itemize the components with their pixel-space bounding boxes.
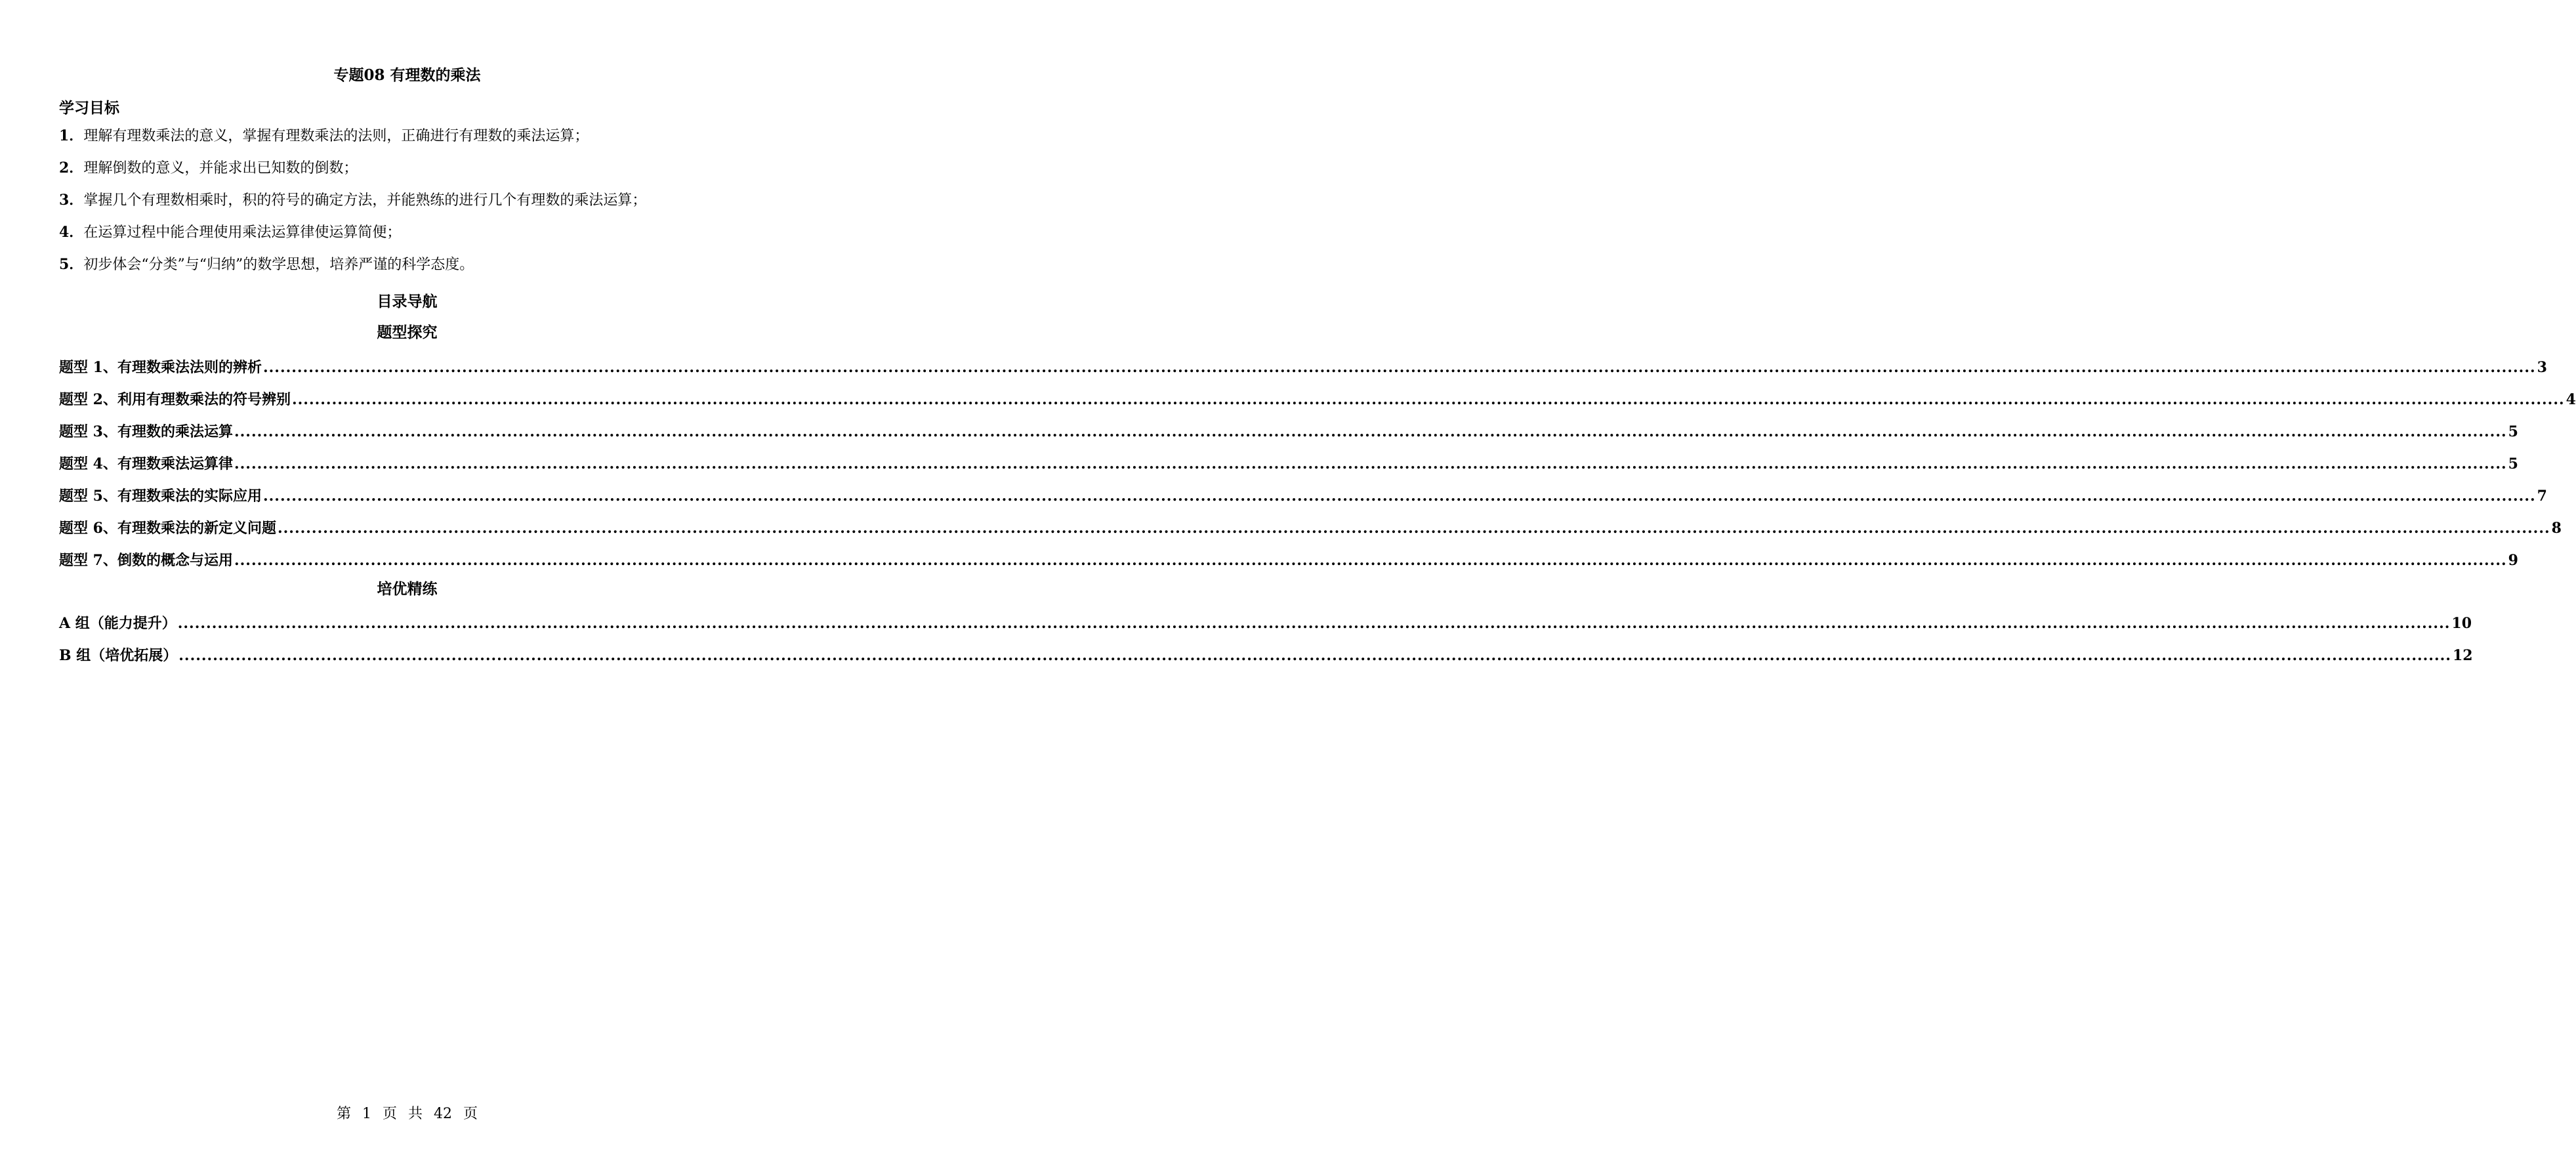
toc-entry-label: B 组（培优拓展） xyxy=(59,647,178,664)
toc-entry[interactable] xyxy=(59,635,2473,667)
toc-entry-label: 题型 4、有理数乘法运算律 xyxy=(59,455,233,472)
toc-entry-label: 题型 6、有理数乘法的新定义问题 xyxy=(59,520,276,537)
toc-leader-dots: ................................................................................................................................................................................................................................................................................................................................................................................................................ xyxy=(177,615,2451,632)
objective-text: 理解有理数乘法的意义，掌握有理数乘法的法则，正确进行有理数的乘法运算； xyxy=(83,128,589,144)
toc-heading: 目录导航 xyxy=(377,293,438,310)
toc-entry[interactable] xyxy=(59,346,2547,379)
toc-entry-label: 题型 2、利用有理数乘法的符号辨别 xyxy=(59,391,291,408)
toc-entry[interactable] xyxy=(59,475,2547,507)
toc-entry-label: 题型 5、有理数乘法的实际应用 xyxy=(59,488,262,505)
toc-leader-dots: ................................................................................................................................................................................................................................................................................................................................................................................................................ xyxy=(234,423,2507,440)
objective-item xyxy=(59,125,768,157)
toc-entry[interactable] xyxy=(59,379,2576,411)
objective-text: 初步体会“分类”与“归纳”的数学思想，培养严谨的科学态度。 xyxy=(83,257,474,273)
objective-number: 2． xyxy=(59,159,84,177)
objective-text: 理解倒数的意义，并能求出已知数的倒数； xyxy=(83,160,358,177)
toc-entry-page: 3 xyxy=(2537,359,2547,376)
toc-leader-dots: ................................................................................................................................................................................................................................................................................................................................................................................................................ xyxy=(277,520,2550,537)
objective-item xyxy=(59,253,768,285)
toc-list xyxy=(59,346,2576,572)
toc-entry-label: 题型 7、倒数的概念与运用 xyxy=(59,552,233,569)
toc-entry[interactable] xyxy=(59,602,2472,635)
toc-entry[interactable] xyxy=(59,507,2562,539)
toc-entry-page: 5 xyxy=(2508,423,2518,440)
toc-entry[interactable] xyxy=(59,411,2518,443)
toc-entry[interactable] xyxy=(59,539,2518,572)
toc-entry-page: 9 xyxy=(2508,552,2518,569)
page-footer: 第 1 页 共 42 页 xyxy=(337,1106,478,1122)
objective-text: 掌握几个有理数相乘时，积的符号的确定方法，并能熟练的进行几个有理数的乘法运算； xyxy=(83,192,647,209)
objective-item xyxy=(59,157,768,189)
objective-number: 1． xyxy=(59,127,84,144)
toc-section-heading: 培优精练 xyxy=(377,580,438,598)
toc-leader-dots: ................................................................................................................................................................................................................................................................................................................................................................................................................ xyxy=(234,552,2507,569)
toc-list xyxy=(59,602,2473,667)
toc-entry-label: 题型 3、有理数的乘法运算 xyxy=(59,423,233,440)
toc-entry-page: 7 xyxy=(2537,488,2547,505)
toc-leader-dots: ................................................................................................................................................................................................................................................................................................................................................................................................................ xyxy=(178,647,2451,664)
toc-leader-dots: ................................................................................................................................................................................................................................................................................................................................................................................................................ xyxy=(291,391,2565,408)
toc-entry[interactable] xyxy=(59,443,2518,475)
objective-number: 5． xyxy=(59,256,84,273)
toc-leader-dots: ................................................................................................................................................................................................................................................................................................................................................................................................................ xyxy=(262,359,2536,376)
objective-number: 4． xyxy=(59,224,84,241)
toc-entry-page: 5 xyxy=(2508,455,2518,472)
toc-section-heading: 题型探究 xyxy=(377,324,438,341)
toc-entry-page: 12 xyxy=(2452,647,2473,664)
objective-text: 在运算过程中能合理使用乘法运算律使运算简便； xyxy=(83,224,402,241)
toc-leader-dots: ................................................................................................................................................................................................................................................................................................................................................................................................................ xyxy=(262,488,2536,505)
toc-entry-label: A 组（能力提升） xyxy=(59,615,177,632)
toc-entry-page: 8 xyxy=(2551,520,2562,537)
objective-number: 3． xyxy=(59,192,84,209)
page-title: 专题08 有理数的乘法 xyxy=(333,66,481,84)
objectives-heading: 学习目标 xyxy=(59,99,119,117)
toc-leader-dots: ................................................................................................................................................................................................................................................................................................................................................................................................................ xyxy=(234,455,2507,472)
objective-item xyxy=(59,221,768,253)
objectives-list xyxy=(59,125,768,285)
toc-entry-page: 4 xyxy=(2566,391,2576,408)
toc-entry-page: 10 xyxy=(2451,615,2472,632)
toc-entry-label: 题型 1、有理数乘法法则的辨析 xyxy=(59,359,262,376)
objective-item xyxy=(59,189,768,221)
